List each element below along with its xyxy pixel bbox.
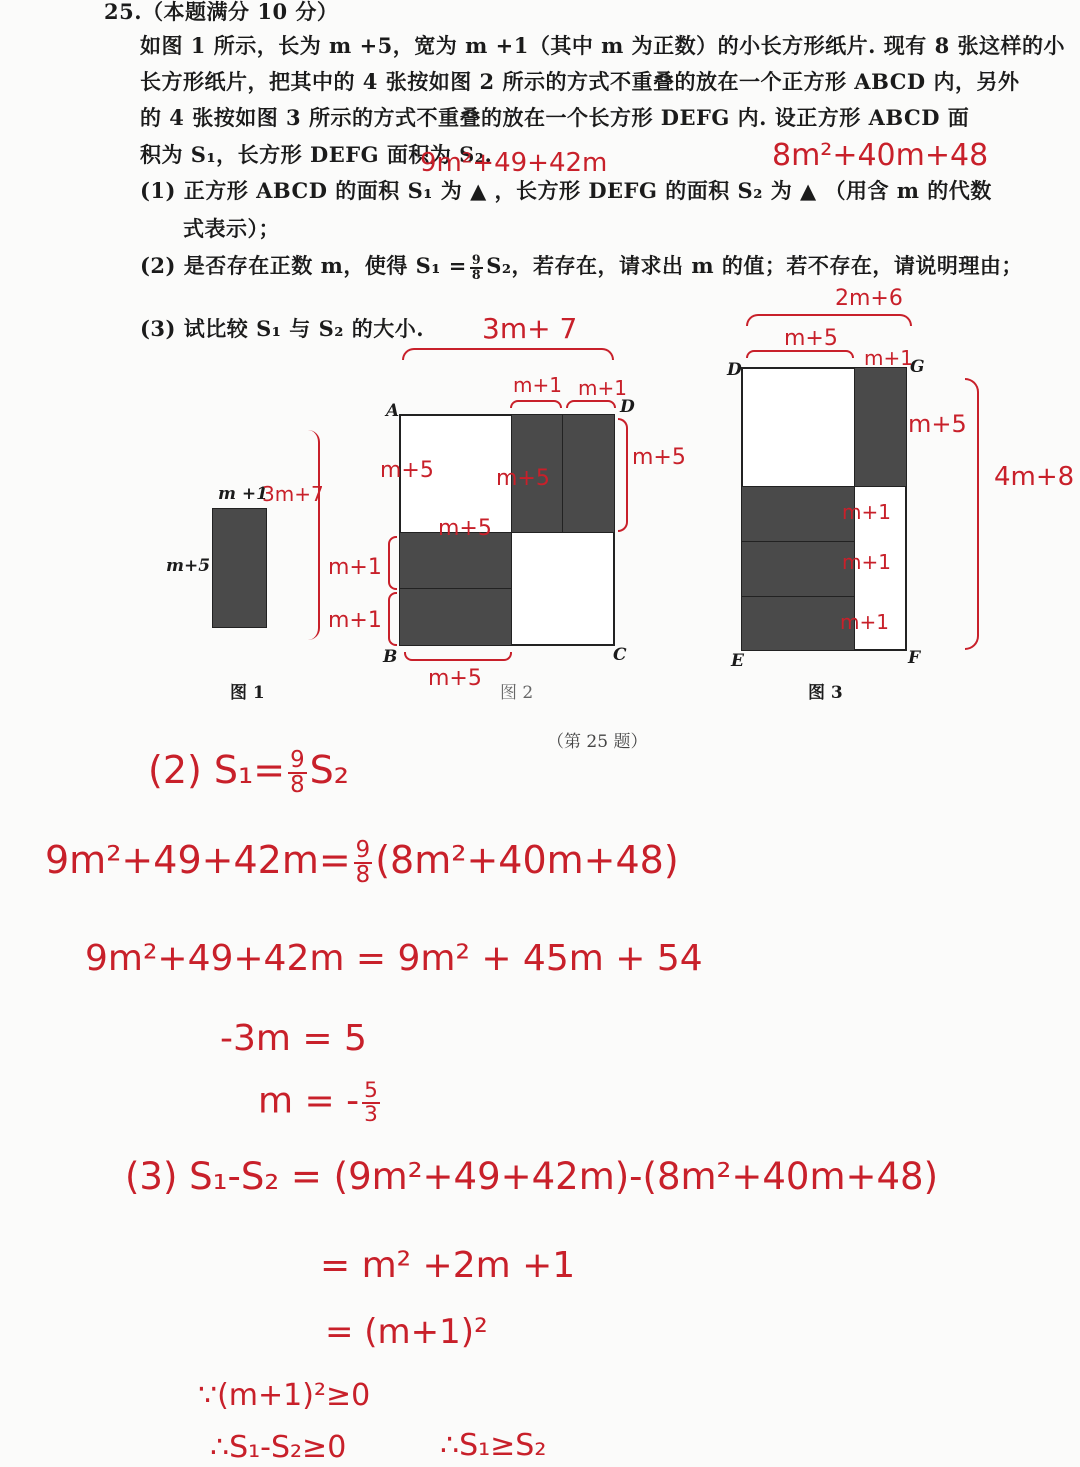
question-1-cont: 式表示）； (183, 216, 280, 241)
fig3-note: m+1 (842, 500, 891, 524)
vertex-b: B (383, 647, 398, 667)
frac-den: 3 (364, 1101, 378, 1127)
fig2-note: m+5 (428, 666, 482, 691)
brace (510, 400, 562, 408)
question-2 (140, 250, 1023, 281)
vertex-d: D (620, 397, 635, 417)
solution-line: = (m+1)² (325, 1312, 488, 1352)
brace (402, 348, 614, 360)
problem-line: 如图 1 所示，长为 m +5，宽为 m +1（其中 m 为正数）的小长方形纸片. 现有 8 张这样的小 (140, 33, 1066, 58)
fig2-caption: 图 2 (500, 683, 534, 703)
fig2-note: m+5 (632, 445, 686, 470)
fig2-note: m+5 (496, 466, 550, 491)
fig2-note: m+5 (438, 516, 492, 541)
brace (388, 592, 397, 646)
vertex-a: A (386, 401, 400, 421)
sol-text: (2) S₁= (148, 748, 286, 792)
solution-line: ∴S₁-S₂≥0 (210, 1430, 347, 1465)
brace (965, 378, 979, 650)
rect-piece (562, 414, 615, 533)
fig2-note: m+5 (380, 458, 434, 483)
q2-num: 9 (471, 251, 482, 267)
vertex-c: C (613, 645, 627, 665)
figure-caption: （第 25 题） (547, 732, 648, 752)
fig2-note: m+1 (328, 555, 382, 580)
s2-answer: 8m²+40m+48 (772, 138, 989, 173)
solution-line: = m² +2m +1 (320, 1245, 576, 1286)
fig3-note: m+1 (842, 550, 891, 574)
q2-text: (2) 是否存在正数 m，使得 S₁ = (140, 253, 467, 278)
brace (746, 314, 912, 326)
brace (308, 430, 320, 640)
question-3: (3) 试比较 S₁ 与 S₂ 的大小. (140, 316, 425, 341)
fig1-caption: 图 1 (230, 683, 265, 703)
frac-den: 8 (355, 861, 371, 888)
sol-text: (8m²+40m+48) (375, 838, 679, 882)
fig3-note: m+5 (784, 326, 838, 351)
fig3-note: 4m+8 (994, 462, 1075, 492)
vertex-g: G (910, 357, 925, 377)
rect-piece (741, 541, 855, 597)
brace (746, 350, 854, 358)
fig1-height-label: m+5 (166, 556, 211, 576)
sol-text: m = - (258, 1080, 360, 1122)
s1-answer: 9m²+49+42m (420, 148, 608, 178)
q2-text-b: S₂，若存在，请求出 m 的值；若不存在，请说明理由； (486, 253, 1023, 278)
fig3-note: m+5 (908, 410, 967, 438)
frac-num: 9 (290, 746, 305, 773)
solution-line: 9m²+49+42m = 9m² + 45m + 54 (85, 938, 703, 979)
fig3-caption: 图 3 (808, 683, 843, 703)
fig2-note: m+1 (513, 373, 562, 397)
solution-line (45, 838, 679, 886)
fig1-side-note: 3m+7 (262, 482, 324, 506)
fig1-width-label: m +1 (218, 484, 268, 504)
brace (404, 652, 512, 661)
problem-header: 25.（本题满分 10 分） (104, 0, 339, 24)
fig2-note: m+1 (578, 376, 627, 400)
frac-num: 5 (364, 1078, 378, 1103)
frac-den: 8 (290, 771, 305, 798)
q2-den: 8 (471, 266, 482, 282)
frac-num: 9 (355, 836, 371, 863)
vertex-e: E (731, 651, 744, 671)
question-1: (1) 正方形 ABCD 的面积 S₁ 为 ▲ ，长方形 DEFG 的面积 S₂ 为 ▲ （用含 m 的代数 (140, 178, 992, 203)
rect-piece (854, 367, 907, 487)
solution-conclusion: ∴S₁≥S₂ (440, 1428, 547, 1463)
solution-line: -3m = 5 (220, 1018, 367, 1059)
rect-piece (741, 596, 855, 651)
fig3-note: m+1 (864, 346, 913, 370)
solution-line (258, 1080, 383, 1125)
sol-text: 9m²+49+42m= (45, 838, 351, 882)
solution-line: ∵(m+1)²≥0 (198, 1378, 371, 1413)
brace (618, 418, 628, 532)
small-rectangle (212, 508, 267, 628)
rect-piece (741, 486, 855, 542)
vertex-f: F (908, 648, 921, 668)
vertex-d: D (727, 360, 742, 380)
problem-line: 长方形纸片，把其中的 4 张按如图 2 所示的方式不重叠的放在一个正方形 ABCD 内，另外 (140, 69, 1020, 94)
brace (566, 400, 616, 408)
fig2-top-note: 3m+ 7 (482, 312, 578, 345)
problem-line: 积为 S₁，长方形 DEFG 面积为 S₂. (140, 142, 493, 167)
fig3-note: 2m+6 (835, 286, 903, 311)
brace (388, 536, 397, 590)
rect-piece (399, 588, 512, 646)
solution-line (148, 748, 349, 796)
solution-line: (3) S₁-S₂ = (9m²+49+42m)-(8m²+40m+48) (125, 1155, 939, 1198)
fig2-note: m+1 (328, 608, 382, 633)
problem-line: 的 4 张按如图 3 所示的方式不重叠的放在一个长方形 DEFG 内. 设正方形 ABCD 面 (140, 105, 970, 130)
fig3-note: m+1 (840, 610, 889, 634)
sol-text: S₂ (309, 748, 349, 792)
